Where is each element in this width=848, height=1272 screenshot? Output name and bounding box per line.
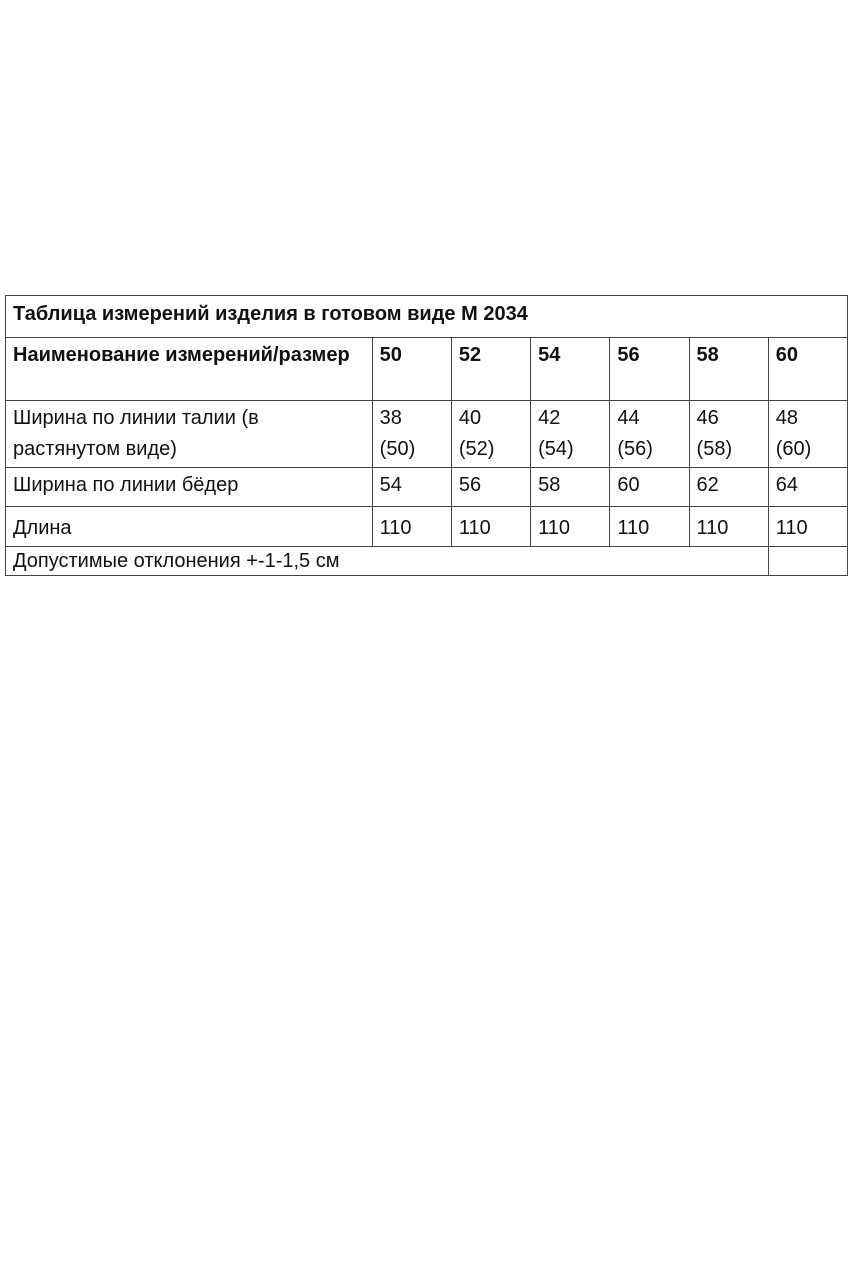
table-cell: 64 [768, 468, 847, 507]
cell-stretched-value: (52) [458, 438, 495, 460]
size-header: 52 [451, 338, 530, 401]
tolerance-note: Допустимые отклонения +-1-1,5 см [6, 547, 769, 576]
table-cell [451, 401, 530, 468]
table-cell [531, 401, 610, 468]
tolerance-row [6, 547, 848, 576]
measurement-table [5, 295, 848, 576]
empty-cell [768, 547, 847, 576]
table-cell: 110 [768, 507, 847, 547]
table-cell: 56 [451, 468, 530, 507]
cell-value: 42 [538, 407, 561, 429]
cell-stretched-value: (50) [379, 438, 416, 460]
table-cell [610, 401, 689, 468]
cell-stretched-value: (54) [538, 438, 574, 460]
table-cell: 58 [531, 468, 610, 507]
row-label: Ширина по линии талии (в растянутом виде) [6, 401, 373, 468]
cell-value: 46 [696, 407, 719, 429]
table-cell: 110 [689, 507, 768, 547]
header-label: Наименование измерений/размер [6, 338, 373, 401]
table-row [6, 401, 848, 468]
table-cell: 110 [531, 507, 610, 547]
cell-value: 48 [775, 407, 799, 429]
size-header: 50 [372, 338, 451, 401]
table-row [6, 468, 848, 507]
header-row [6, 338, 848, 401]
size-header: 58 [689, 338, 768, 401]
cell-stretched-value: (60) [775, 438, 812, 460]
row-label: Ширина по линии бёдер [6, 468, 373, 507]
cell-stretched-value: (56) [617, 438, 653, 460]
table-title: Таблица измерений изделия в готовом виде М 2034 [6, 296, 848, 338]
table-cell [372, 401, 451, 468]
row-label: Длина [6, 507, 373, 547]
table-cell: 110 [610, 507, 689, 547]
size-header: 56 [610, 338, 689, 401]
title-row [6, 296, 848, 338]
measurement-sheet [5, 295, 848, 576]
table-cell [689, 401, 768, 468]
table-cell [768, 401, 847, 468]
table-row [6, 507, 848, 547]
table-cell: 62 [689, 468, 768, 507]
size-header: 60 [768, 338, 847, 401]
cell-value: 44 [617, 407, 640, 429]
size-header: 54 [531, 338, 610, 401]
cell-stretched-value: (58) [696, 438, 733, 460]
table-cell: 110 [451, 507, 530, 547]
cell-value: 38 [379, 407, 402, 429]
table-cell: 54 [372, 468, 451, 507]
table-cell: 60 [610, 468, 689, 507]
table-cell: 110 [372, 507, 451, 547]
cell-value: 40 [458, 407, 482, 429]
